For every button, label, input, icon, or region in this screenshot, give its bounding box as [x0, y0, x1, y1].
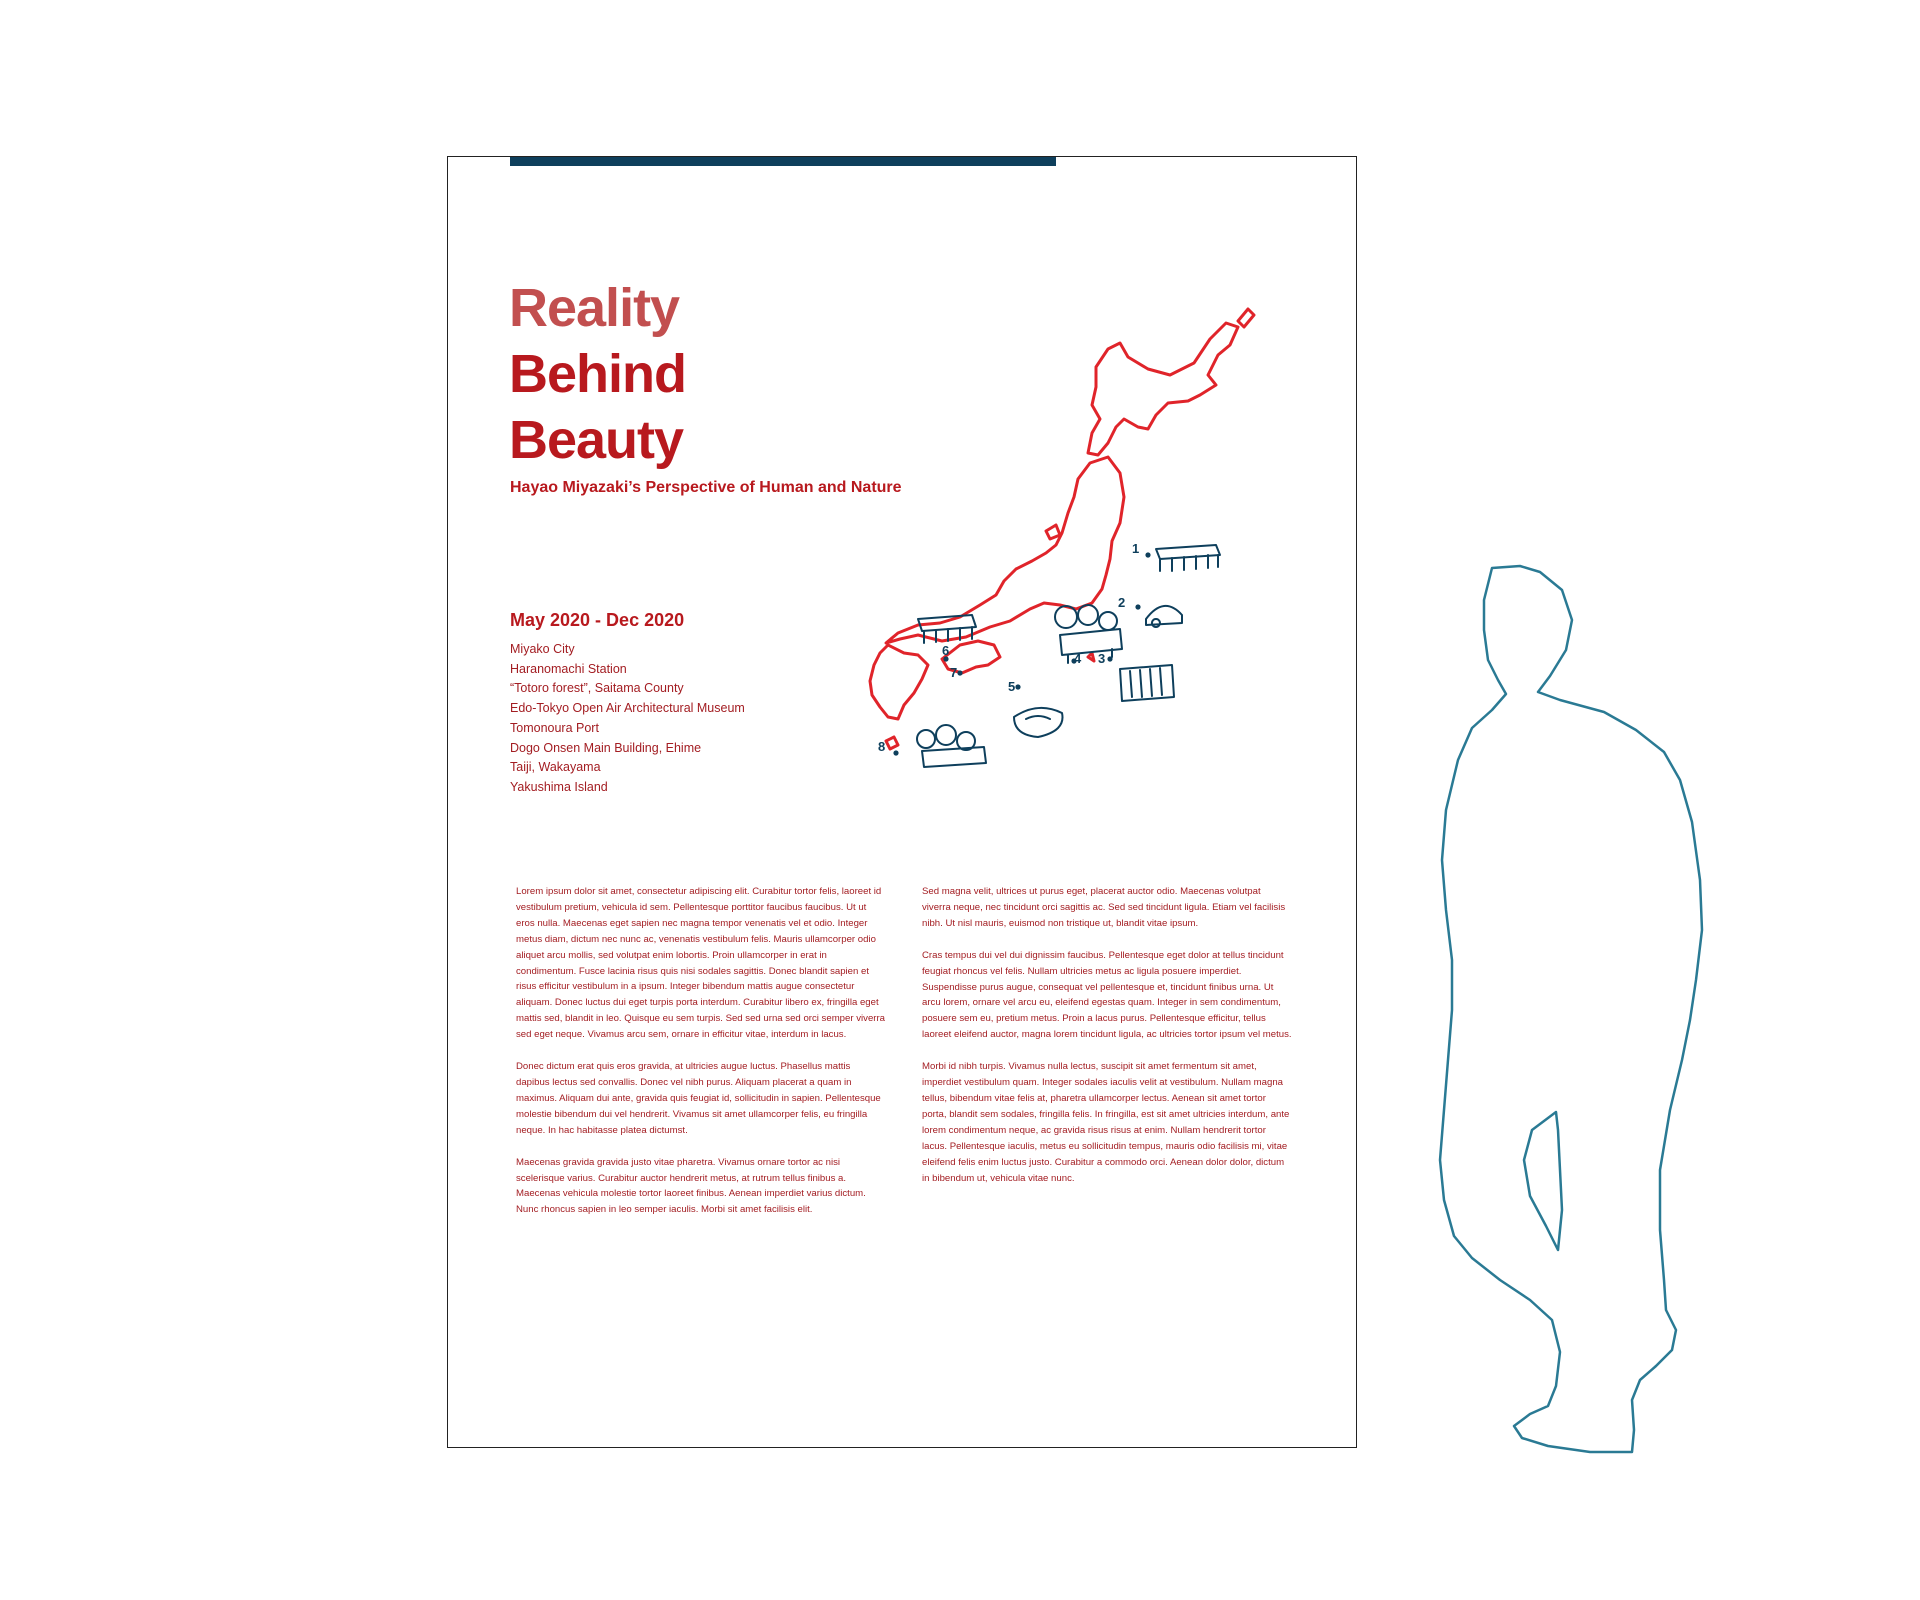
- map-marker-5: 5: [1008, 679, 1016, 694]
- body-paragraph: Morbi id nibh turpis. Vivamus nulla lectus, suscipit sit amet fermentum sit amet, imperdiet vestibulum quam. Integer sodales iaculis velit at vestibulum. Nullam magna tellus, bibendum vitae felis at, pharetra ullamcorper lectus. Aenean sit amet tortor porta, blandit sem sodales, fringilla felis. In fringilla, est sit amet ultricies interdum, ante lorem condimentum neque, ac gravida risus risus at enim. Nullam hendrerit tortor lacus. Pellentesque iaculis, metus eu sollicitudin tempus, mauris odio facilisis mi, vitae eleifend felis enim luctus justo. Curabitur a commodo orci. Aenean dolor dolor, dictum in bibendum ut, vehicula vitae nunc.: [922, 1061, 1290, 1184]
- human-scale-silhouette-icon: [1432, 560, 1712, 1460]
- yakushima-island-outline: [886, 737, 898, 749]
- location-item: Edo-Tokyo Open Air Architectural Museum: [510, 701, 745, 716]
- exhibition-poster: [447, 156, 1357, 1448]
- location-item: “Totoro forest”, Saitama County: [510, 681, 684, 696]
- japan-map: [778, 305, 1338, 795]
- location-item: Taiji, Wakayama: [510, 760, 601, 775]
- map-marker-6: 6: [942, 643, 950, 658]
- map-marker-3: 3: [1098, 651, 1106, 666]
- exhibition-dates: May 2020 - Dec 2020: [510, 610, 685, 630]
- body-paragraph: Cras tempus dui vel dui dignissim faucibus. Pellentesque eget dolor at tellus tincidunt feugiat rhoncus vel felis. Nullam ultricies metus ac ligula posuere imperdiet. Suspendisse purus augue, consequat vel pellentesque et, tincidunt finibus urna. Ut arcu lorem, ornare vel arcu eu, eleifend egestas quam. Integer in sem condimentum, posuere sem eu, pretium metus. Proin a lacus purus. Pellentesque efficitur, tellus laoreet eleifend auctor, magna lorem tincidunt ligula, ac ultricies tortor ipsum vel metus.: [922, 949, 1292, 1041]
- location-item: Yakushima Island: [510, 779, 608, 794]
- landmark-forest-4-icon: [1055, 605, 1122, 663]
- map-marker-8: 8: [878, 739, 886, 754]
- map-marker-7: 7: [950, 665, 958, 680]
- body-paragraph: Donec dictum erat quis eros gravida, at ultricies augue luctus. Phasellus mattis dapibus lectus sed convallis. Donec vel nibh purus. Aliquam placerat a quam in maximus. Aliquam dui ante, gravida quis feugiat id, sollicitudin in sapien. Pellentesque molestie bibendum dui vel hendrerit. Vivamus sit amet ullamcorper felis, eu fringilla neque. In hac habitasse platea dictumst.: [516, 1061, 881, 1136]
- title-line-beauty: Beauty: [509, 410, 684, 470]
- title-line-behind: Behind: [509, 344, 686, 404]
- landmark-building-6-icon: [918, 615, 976, 643]
- landmark-bath-5-icon: [1014, 708, 1063, 737]
- poster-title: [509, 275, 686, 473]
- sado-island-outline: [1046, 525, 1060, 539]
- map-marker-4: 4: [1074, 651, 1082, 666]
- location-item: Haranomachi Station: [510, 661, 627, 676]
- body-paragraph: Maecenas gravida gravida justo vitae pharetra. Vivamus ornare tortor ac nisi scelerisque varius. Curabitur auctor hendrerit metus, at rutrum tellus finibus a. Maecenas vehicula molestie tortor laoreet finibus. Aenean imperdiet varius dictum. Nunc rhoncus sapien in leo semper iaculis. Morbi sit amet facilisis elit.: [516, 1156, 866, 1216]
- poster-subtitle: Hayao Miyazaki’s Perspective of Human and Nature: [510, 479, 902, 496]
- title-line-reality: Reality: [509, 278, 680, 338]
- honshu-outline: [886, 457, 1124, 643]
- map-marker-2: 2: [1118, 595, 1126, 610]
- izu-island-outline: [1088, 653, 1094, 661]
- map-marker-1: 1: [1132, 541, 1140, 556]
- location-item: Miyako City: [510, 642, 575, 656]
- landmark-forest-8-icon: [917, 725, 986, 767]
- landmark-pavilion-3-icon: [1120, 665, 1174, 701]
- kyushu-outline: [870, 645, 928, 719]
- body-text-right-column: [922, 884, 1292, 1202]
- body-paragraph: Lorem ipsum dolor sit amet, consectetur adipiscing elit. Curabitur tortor felis, laoreet id vestibulum pretium, vehicula id sem. Pellentesque porttitor faucibus faucibus. Ut ut eros nulla. Maecenas eget sapien nec magna tempor venenatis vel et odio. Integer metus diam, dictum nec nunc ac, venenatis vestibulum felis. Mauris ullamcorper odio aliquet arcu mollis, sed volutpat enim lobortis. Proin ullamcorper in erat in condimentum. Fusce lacinia risus quis nisi sodales sagittis. Donec blandit sapien et risus efficitur vestibulum in a ipsum. Integer bibendum mattis augue consectetur aliquam. Donec luctus dui eget turpis porta interdum. Curabitur libero ex, fringilla eget mattis sed, blandit in leo. Quisque eu sem turpis. Sed sed urna sed orci semper viverra sed eget neque. Vivamus arcu sem, ornare in efficitur vitae, interdum in lacus.: [516, 886, 886, 1041]
- location-list: [510, 640, 745, 798]
- landmark-dome-2-icon: [1146, 606, 1182, 627]
- location-item: Tomonoura Port: [510, 720, 599, 735]
- kuril-island-outline: [1238, 309, 1254, 327]
- body-text-left-column: [516, 884, 886, 1234]
- hokkaido-outline: [1088, 323, 1238, 455]
- location-item: Dogo Onsen Main Building, Ehime: [510, 740, 702, 755]
- body-paragraph: Sed magna velit, ultrices ut purus eget, placerat auctor odio. Maecenas volutpat viverra neque, nec tincidunt orci sagittis ac. Sed sed tincidunt ligula. Etiam vel facilisis nibh. Ut nisl mauris, euismod non tristique ut, blandit vitae ipsum.: [922, 886, 1286, 929]
- landmark-building-1-icon: [1156, 545, 1220, 571]
- poster-top-bar: [510, 157, 1056, 166]
